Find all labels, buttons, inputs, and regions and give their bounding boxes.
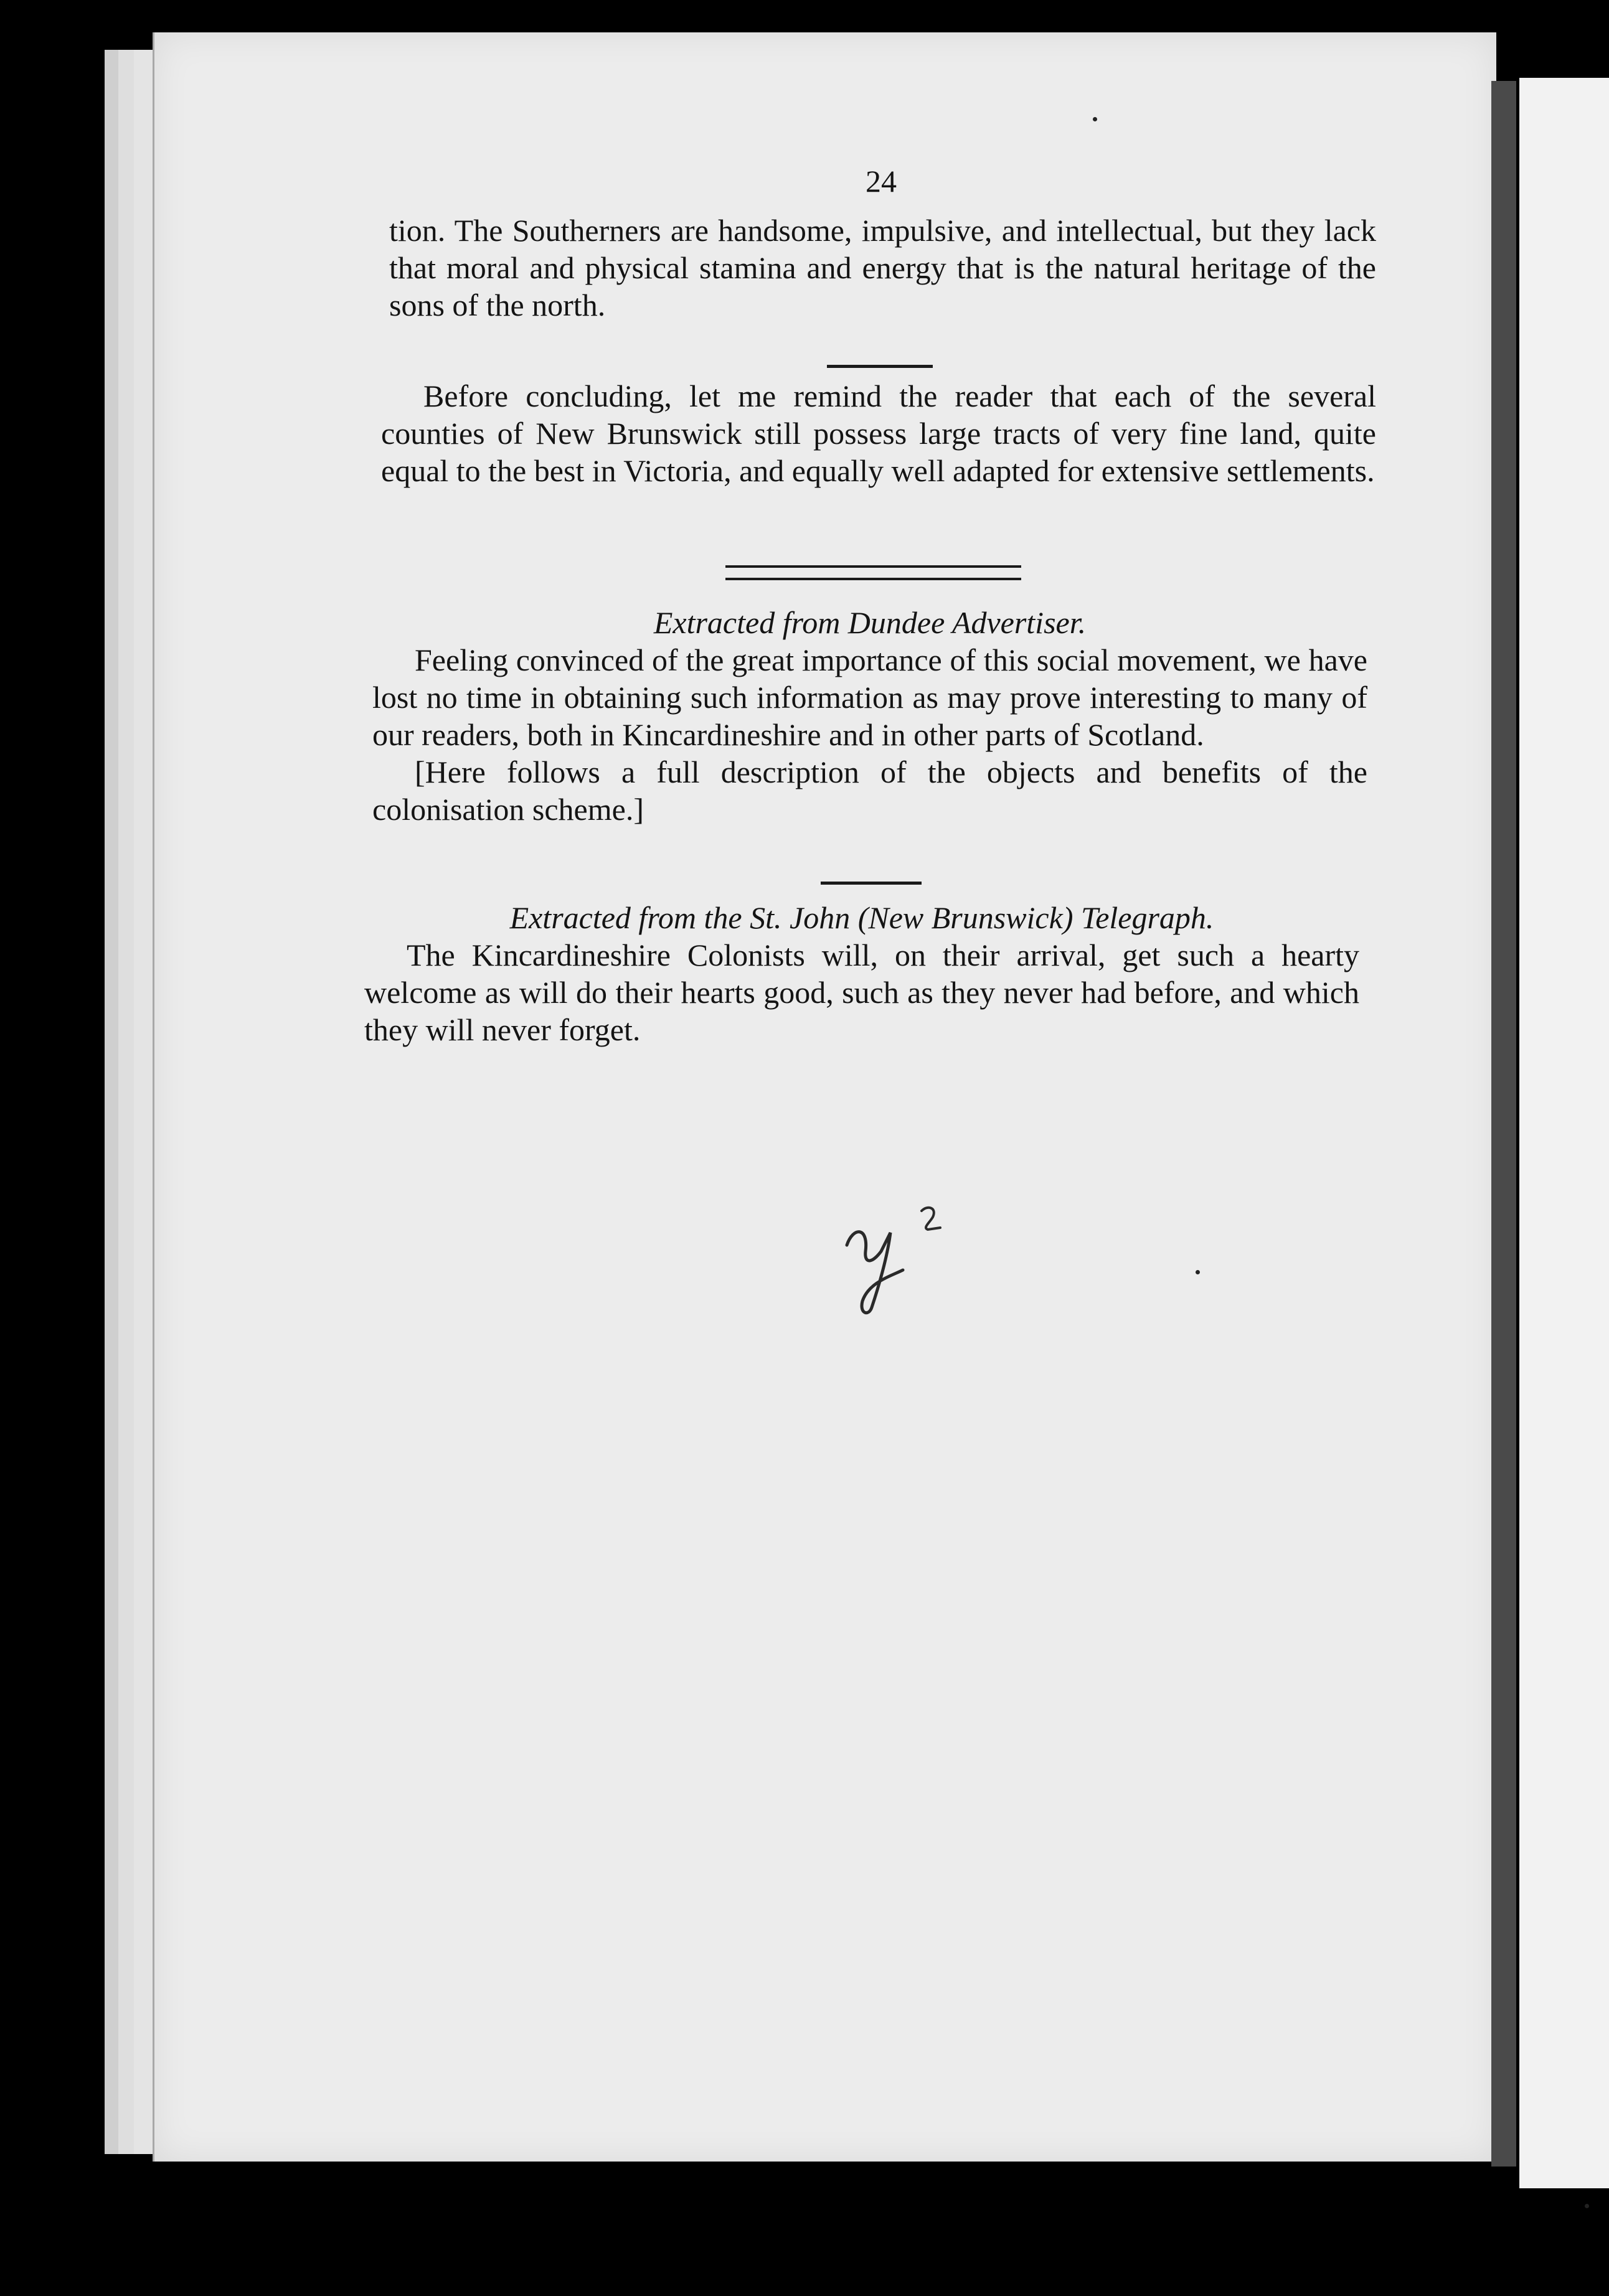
section-divider bbox=[827, 365, 933, 368]
dundee-heading: Extracted from Dundee Advertiser. bbox=[653, 605, 1087, 640]
telegraph-section bbox=[364, 899, 1359, 1048]
dundee-note: [Here follows a full description of the objects and benefits of the colonisation scheme.] bbox=[372, 755, 1367, 827]
telegraph-heading: Extracted from the St. John (New Brunswick) Telegraph. bbox=[509, 900, 1214, 935]
page-number: 24 bbox=[866, 164, 897, 199]
continuation-paragraph-block bbox=[389, 212, 1376, 324]
adjacent-page bbox=[1519, 78, 1609, 2188]
scan-speck bbox=[1196, 1270, 1200, 1274]
book-page bbox=[153, 32, 1496, 2162]
concluding-paragraph: Before concluding, let me remind the reader that each of the several counties of New Brunswick still possess large tracts of very fine land, quite equal to the best in Victoria, and equally well adapted for extensive settlements. bbox=[381, 379, 1376, 488]
section-divider bbox=[821, 882, 922, 885]
telegraph-paragraph: The Kincardineshire Colonists will, on their arrival, get such a hearty welcome as will do their hearts good, such as they never had before, and which they will never forget. bbox=[364, 938, 1359, 1047]
scan-speck bbox=[1093, 117, 1097, 121]
scan-speck bbox=[1585, 2204, 1589, 2208]
double-divider bbox=[725, 565, 1021, 580]
dundee-section bbox=[372, 604, 1367, 828]
handwritten-annotation bbox=[834, 1202, 959, 1320]
page-gutter-shadow bbox=[1491, 81, 1516, 2167]
concluding-paragraph-block bbox=[381, 377, 1376, 489]
dundee-paragraph: Feeling convinced of the great importance of this social movement, we have lost no time in obtaining such information as may prove interesting to many of our readers, both in Kincardineshire and in other parts of Scotland. bbox=[372, 642, 1367, 752]
continuation-paragraph: tion. The Southerners are handsome, impulsive, and intellectual, but they lack that moral and physical stamina and energy that is the natural heritage of the sons of the north. bbox=[389, 213, 1376, 322]
